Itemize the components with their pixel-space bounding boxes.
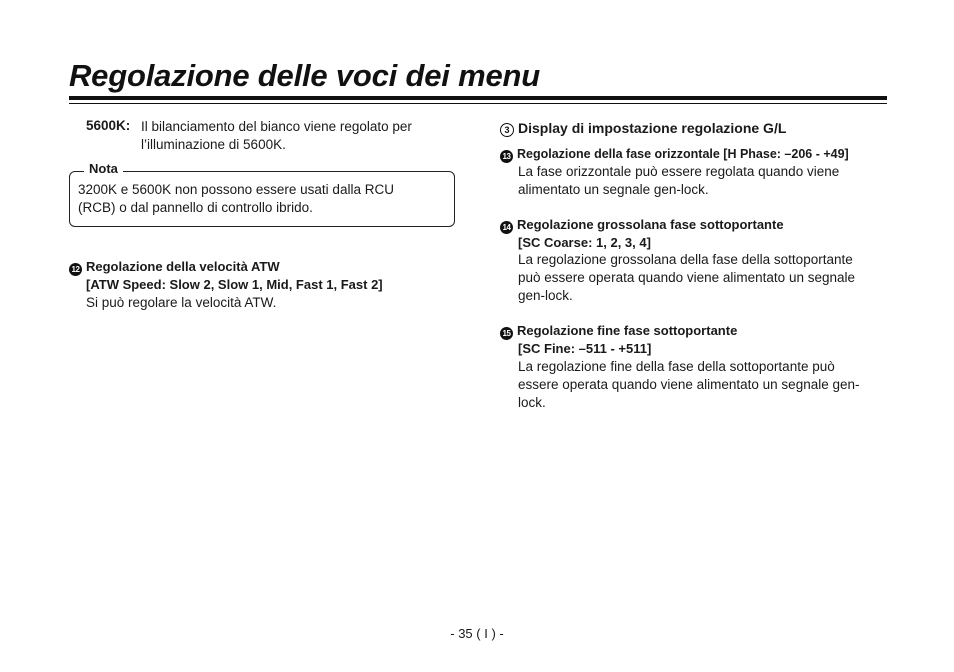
item-12-title: Regolazione della velocità ATW bbox=[86, 259, 280, 274]
circled-number-15-icon: 15 bbox=[500, 327, 513, 340]
section-3-heading bbox=[500, 119, 786, 137]
circled-number-12-icon: 12 bbox=[69, 263, 82, 276]
title-rule-thick bbox=[69, 96, 887, 100]
item-14-line: La regolazione grossolana della fase della sottoportante bbox=[518, 252, 853, 267]
item-14-body bbox=[518, 251, 855, 305]
circled-number-3-icon: 3 bbox=[500, 123, 514, 137]
definition-line: Il bilanciamento del bianco viene regolato per bbox=[141, 119, 412, 134]
definition-term: 5600K: bbox=[86, 118, 131, 133]
item-15-line: La regolazione fine della fase della sottoportante può bbox=[518, 359, 835, 374]
section-3-title: Display di impostazione regolazione G/L bbox=[518, 120, 787, 136]
item-14-line: può essere operata quando viene alimentato un segnale bbox=[518, 270, 855, 285]
item-14-title: Regolazione grossolana fase sottoportante bbox=[517, 217, 784, 232]
item-15-title: Regolazione fine fase sottoportante bbox=[517, 323, 738, 338]
item-15-subheading: [SC Fine: –511 - +511] bbox=[518, 341, 652, 356]
definition-body bbox=[141, 118, 451, 154]
page-title: Regolazione delle voci dei menu bbox=[69, 58, 540, 93]
item-14-heading bbox=[500, 216, 784, 234]
title-rule-thin bbox=[69, 103, 887, 104]
item-13-line: La fase orizzontale può essere regolata quando viene bbox=[518, 164, 840, 179]
item-12-heading bbox=[69, 258, 280, 276]
page-number: - 35 ( I ) - bbox=[450, 626, 504, 641]
note-label: Nota bbox=[84, 160, 123, 178]
circled-number-14-icon: 14 bbox=[500, 221, 513, 234]
note-line: (RCB) o dal pannello di controllo ibrido. bbox=[78, 200, 313, 215]
item-14-subheading: [SC Coarse: 1, 2, 3, 4] bbox=[518, 235, 651, 250]
circled-number-13-icon: 13 bbox=[500, 150, 513, 163]
item-13-heading bbox=[500, 145, 849, 163]
note-line: 3200K e 5600K non possono essere usati dalla RCU bbox=[78, 182, 394, 197]
item-13-title: Regolazione della fase orizzontale [H Phase: –206 - +49] bbox=[517, 147, 849, 161]
note-body bbox=[78, 181, 448, 217]
item-15-heading bbox=[500, 322, 737, 340]
item-13-line: alimentato un segnale gen-lock. bbox=[518, 182, 709, 197]
item-12-line: Si può regolare la velocità ATW. bbox=[86, 295, 277, 310]
item-14-line: gen-lock. bbox=[518, 288, 573, 303]
definition-line: l’illuminazione di 5600K. bbox=[141, 137, 286, 152]
item-13-body bbox=[518, 163, 839, 199]
item-12-body bbox=[86, 294, 276, 312]
item-15-body bbox=[518, 358, 860, 412]
item-12-subheading: [ATW Speed: Slow 2, Slow 1, Mid, Fast 1, Fast 2] bbox=[86, 277, 383, 292]
item-15-line: lock. bbox=[518, 395, 546, 410]
item-15-line: essere operata quando viene alimentato un segnale gen- bbox=[518, 377, 860, 392]
